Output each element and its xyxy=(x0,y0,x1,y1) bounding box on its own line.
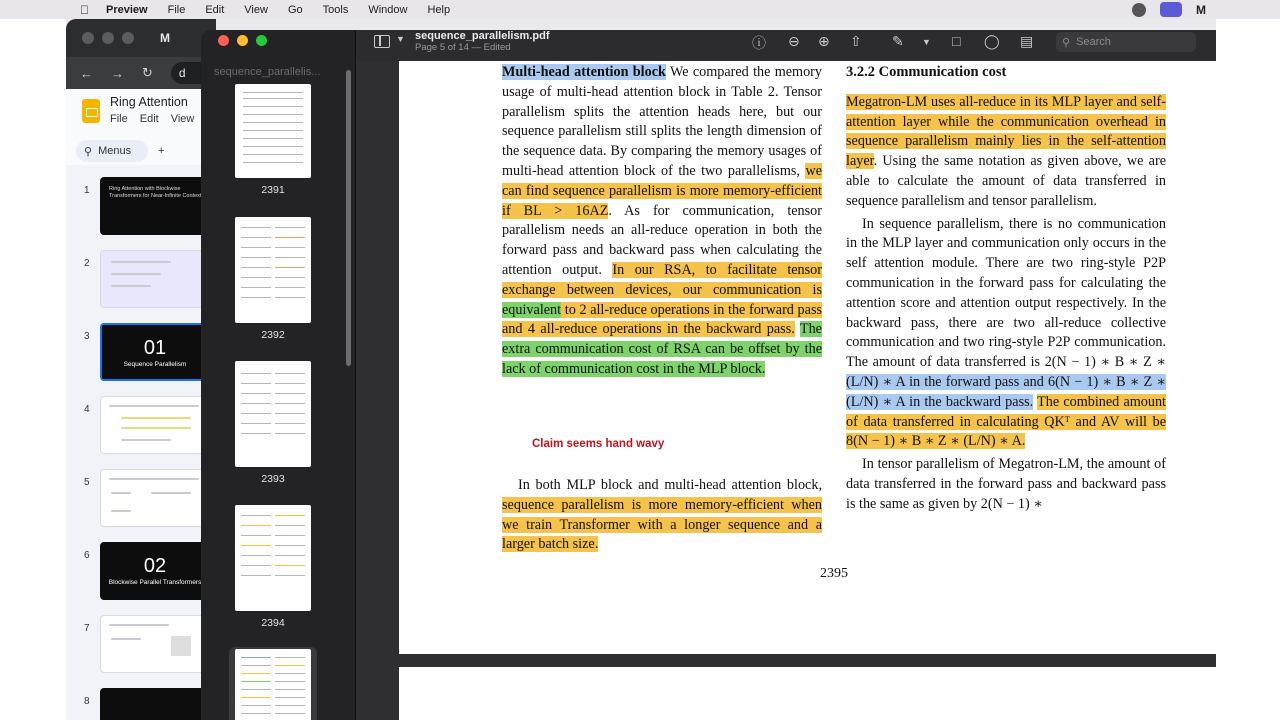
slide-row[interactable] xyxy=(66,688,216,720)
slide-row[interactable] xyxy=(66,250,216,323)
slide-row[interactable] xyxy=(66,615,216,688)
browser-zoom-button[interactable] xyxy=(122,32,134,44)
sidebar-scrollbar[interactable] xyxy=(346,70,351,366)
slide-row[interactable] xyxy=(66,469,216,542)
sidebar-title: sequence_parallelis... xyxy=(214,66,321,78)
document-subtitle: Page 5 of 14 — Edited xyxy=(415,42,511,53)
slide-thumbnail[interactable] xyxy=(100,542,210,600)
highlight-menu-chevron-icon[interactable]: ▼ xyxy=(922,37,931,47)
text-run: In sequence parallelism, there is no communication in the MLP layer and communication only occurs in the self attention module. There are two ring-style P2P communication in the forward pass for calculating the attention score and attention output respectively. In the backward pass, there are two all-reduce collective communication and two ring-style P2P communication. The amount of data transferred is 2(N − 1) ∗ B ∗ Z ∗ xyxy=(846,215,1166,371)
paragraph-tensor-parallel xyxy=(846,455,1166,514)
slides-toolbar xyxy=(66,137,216,165)
paragraph-seq-parallel xyxy=(846,215,1166,453)
slide-number: 7 xyxy=(84,623,90,634)
search-placeholder: Search xyxy=(1076,36,1111,48)
page-number: 2395 xyxy=(820,566,848,581)
highlight-pen-icon[interactable]: ✎ xyxy=(892,33,904,49)
chevron-down-icon[interactable]: ▼ xyxy=(396,34,405,44)
slides-logo-icon[interactable] xyxy=(82,99,100,123)
slide-thumbnail[interactable] xyxy=(100,688,210,720)
highlight-yellow[interactable]: The combined amount of data transferred in calculating QKᵀ and AV will be 8(N − 1) ∗ B ∗ Z ∗ (L/N) ∗ A. xyxy=(846,393,1167,450)
preview-toolbar xyxy=(356,30,1216,61)
slides-doc-title[interactable]: Ring Attention xyxy=(110,95,188,109)
slide-number: 6 xyxy=(84,550,90,561)
status-icon[interactable] xyxy=(1132,3,1146,17)
slides-menu-file[interactable]: File xyxy=(110,113,128,125)
slide-thumb-text: Ring Attention with Blockwise Transformers for Near-Infinite Context xyxy=(109,186,202,199)
preview-sidebar xyxy=(201,30,356,720)
forward-arrow-icon[interactable]: → xyxy=(111,65,124,81)
menu-window[interactable]: Window xyxy=(368,3,408,16)
browser-minimize-button[interactable] xyxy=(102,32,114,44)
desktop-left xyxy=(0,19,66,720)
highlight-green[interactable]: The extra communication cost of RSA can be offset by the lack of communication cost in the MLP block. xyxy=(502,321,822,377)
reload-icon[interactable]: ↻ xyxy=(142,65,153,80)
page-thumbnail[interactable] xyxy=(235,505,311,629)
highlight-yellow[interactable]: Megatron-LM uses all-reduce in its MLP layer and self-attention layer while the communication overhead in sequence parallelism mainly lies in the self-attention layer xyxy=(846,93,1166,170)
text-run: In tensor parallelism of Megatron-LM, the amount of data transferred in the forward pass and backward pass is the same as given by 2(N − 1) ∗ xyxy=(846,456,1166,512)
zoom-in-icon[interactable]: ⊕ xyxy=(818,33,830,49)
pdf-next-page[interactable] xyxy=(399,667,1216,720)
slide-number: 1 xyxy=(84,185,90,196)
menus-label: Menus xyxy=(98,145,132,157)
slide-number: 2 xyxy=(84,258,90,269)
rotate-icon[interactable]: □ xyxy=(952,33,961,49)
highlight-yellow[interactable]: sequence parallelism is more memory-efficient when we train Transformer with a longer sequence and a larger batch size. xyxy=(502,496,822,553)
highlight-yellow[interactable]: In our RSA, to facilitate tensor exchange between devices, our communication is xyxy=(502,261,822,298)
text-run: We compared the memory usage of multi-head attention block in Table 2. Tensor parallelism splits the attention heads here, but our sequence parallelism still splits the length dimension of the sequence data. By comparing the memory usages of multi-head attention block of the two parallelisms, xyxy=(502,64,822,179)
browser-navbar xyxy=(66,57,216,89)
menus-search-button[interactable] xyxy=(76,140,148,162)
thumbnail-label: 2391 xyxy=(261,184,285,196)
minimize-button[interactable] xyxy=(237,35,248,46)
add-slide-icon[interactable]: + xyxy=(158,145,165,157)
section-heading: 3.2.2 Communication cost xyxy=(846,64,1007,80)
text-run: . As for communication, tensor parallelism needs an all-reduce operation in both the forward pass and backward pass when calculating the attention output. xyxy=(502,202,822,278)
browser-tabstrip xyxy=(66,19,216,57)
left-column xyxy=(502,63,822,380)
form-fill-icon[interactable]: ▤ xyxy=(1020,33,1034,49)
annotation-note[interactable]: Claim seems hand wavy xyxy=(532,438,665,450)
page-thumbnail[interactable] xyxy=(235,361,311,485)
slide-section-title: Blockwise Parallel Transformers xyxy=(108,579,202,586)
slide-thumbnail[interactable] xyxy=(100,177,210,235)
slide-row[interactable] xyxy=(66,177,216,250)
zoom-out-icon[interactable]: ⊖ xyxy=(788,33,800,49)
url-text: d xyxy=(178,66,186,80)
slide-thumbnail-selected[interactable] xyxy=(100,323,210,381)
slide-section-number: 02 xyxy=(143,555,167,577)
slides-menu xyxy=(110,113,194,125)
apple-icon[interactable] xyxy=(80,3,94,17)
page-thumbnail[interactable] xyxy=(235,84,311,196)
pdf-page[interactable] xyxy=(399,61,1216,654)
menu-go[interactable]: Go xyxy=(287,3,303,16)
desktop-right xyxy=(1216,19,1280,720)
share-icon[interactable]: ⇧ xyxy=(850,33,862,49)
menu-tools[interactable]: Tools xyxy=(322,3,349,16)
highlight-blue[interactable]: (L/N) ∗ A in the forward pass and 6(N − 1) ∗ B ∗ Z ∗ (L/N) ∗ A in the backward pass. xyxy=(846,373,1166,410)
slide-number: 8 xyxy=(84,696,90,707)
document-canvas[interactable] xyxy=(356,61,1216,720)
search-field[interactable] xyxy=(1056,32,1196,52)
highlight-yellow[interactable]: we can find sequence parallelism is more memory-efficient if BL > 16AZ xyxy=(502,162,822,219)
page-thumbnail[interactable] xyxy=(235,217,311,341)
document-title: sequence_parallelism.pdf xyxy=(415,30,550,42)
paragraph-mha xyxy=(502,63,822,380)
sidebar-toggle-icon[interactable] xyxy=(374,35,390,48)
text-run: In both MLP block and multi-head attention block, xyxy=(518,477,822,493)
mha-heading[interactable]: Multi-head attention block xyxy=(502,64,666,80)
slide-section-title: Sequence Parallelism xyxy=(123,361,187,368)
slides-menu-view[interactable]: View xyxy=(170,113,195,125)
menu-edit[interactable]: Edit xyxy=(205,3,225,16)
slide-thumbnail[interactable] xyxy=(100,396,210,454)
menu-app-name[interactable]: Preview xyxy=(106,3,148,16)
close-button[interactable] xyxy=(218,35,229,46)
slide-row[interactable] xyxy=(66,542,216,615)
slide-section-number: 01 xyxy=(143,337,167,359)
menu-file[interactable]: File xyxy=(167,3,186,16)
slide-number: 5 xyxy=(84,477,90,488)
markup-icon[interactable]: ◯ xyxy=(984,33,1000,49)
menu-help[interactable]: Help xyxy=(427,3,451,16)
thumbnail-label: 2392 xyxy=(261,329,285,341)
m-status-icon[interactable]: M xyxy=(1196,2,1206,17)
browser-window xyxy=(66,19,216,720)
info-icon[interactable]: ⓘ xyxy=(752,35,766,51)
zoom-button[interactable] xyxy=(256,35,267,46)
slide-thumbnail[interactable] xyxy=(100,469,210,527)
menu-view[interactable]: View xyxy=(244,3,268,16)
slide-number: 4 xyxy=(84,404,90,415)
search-icon: ⚲ xyxy=(84,145,93,158)
search-icon: ⚲ xyxy=(1062,36,1071,49)
paragraph-both-blocks xyxy=(502,476,822,555)
highlight-green[interactable]: equivalent xyxy=(502,301,562,318)
text-run: . Using the same notation as given above, we are able to calculate the amount of data transferred in sequence parallelism and tensor parallelism. xyxy=(846,153,1166,209)
slide-thumbnail[interactable] xyxy=(100,615,210,673)
slides-menu-edit[interactable]: Edit xyxy=(139,113,159,125)
left-column-bottom xyxy=(502,476,822,555)
menu-bar xyxy=(0,0,1280,19)
preview-window xyxy=(201,30,1216,720)
screen-record-icon[interactable] xyxy=(1160,2,1182,17)
highlight-yellow[interactable]: to 2 all-reduce operations in the forward pass and 4 all-reduce operations in the backward pass. xyxy=(502,301,822,338)
thumbnail-label: 2393 xyxy=(261,473,285,485)
slide-number: 3 xyxy=(84,331,90,342)
page-thumbnail-current[interactable] xyxy=(235,649,311,720)
slide-thumbnail[interactable] xyxy=(100,250,210,308)
slide-filmstrip xyxy=(66,165,216,720)
slide-row[interactable] xyxy=(66,396,216,469)
back-arrow-icon[interactable]: ← xyxy=(80,65,93,81)
slide-row[interactable] xyxy=(66,323,216,396)
browser-close-button[interactable] xyxy=(82,32,94,44)
right-column xyxy=(846,63,1166,515)
gmail-tab-icon[interactable]: M xyxy=(160,31,170,45)
paragraph-megatron xyxy=(846,93,1166,212)
slides-header xyxy=(66,89,216,137)
thumbnail-label: 2394 xyxy=(261,617,285,629)
